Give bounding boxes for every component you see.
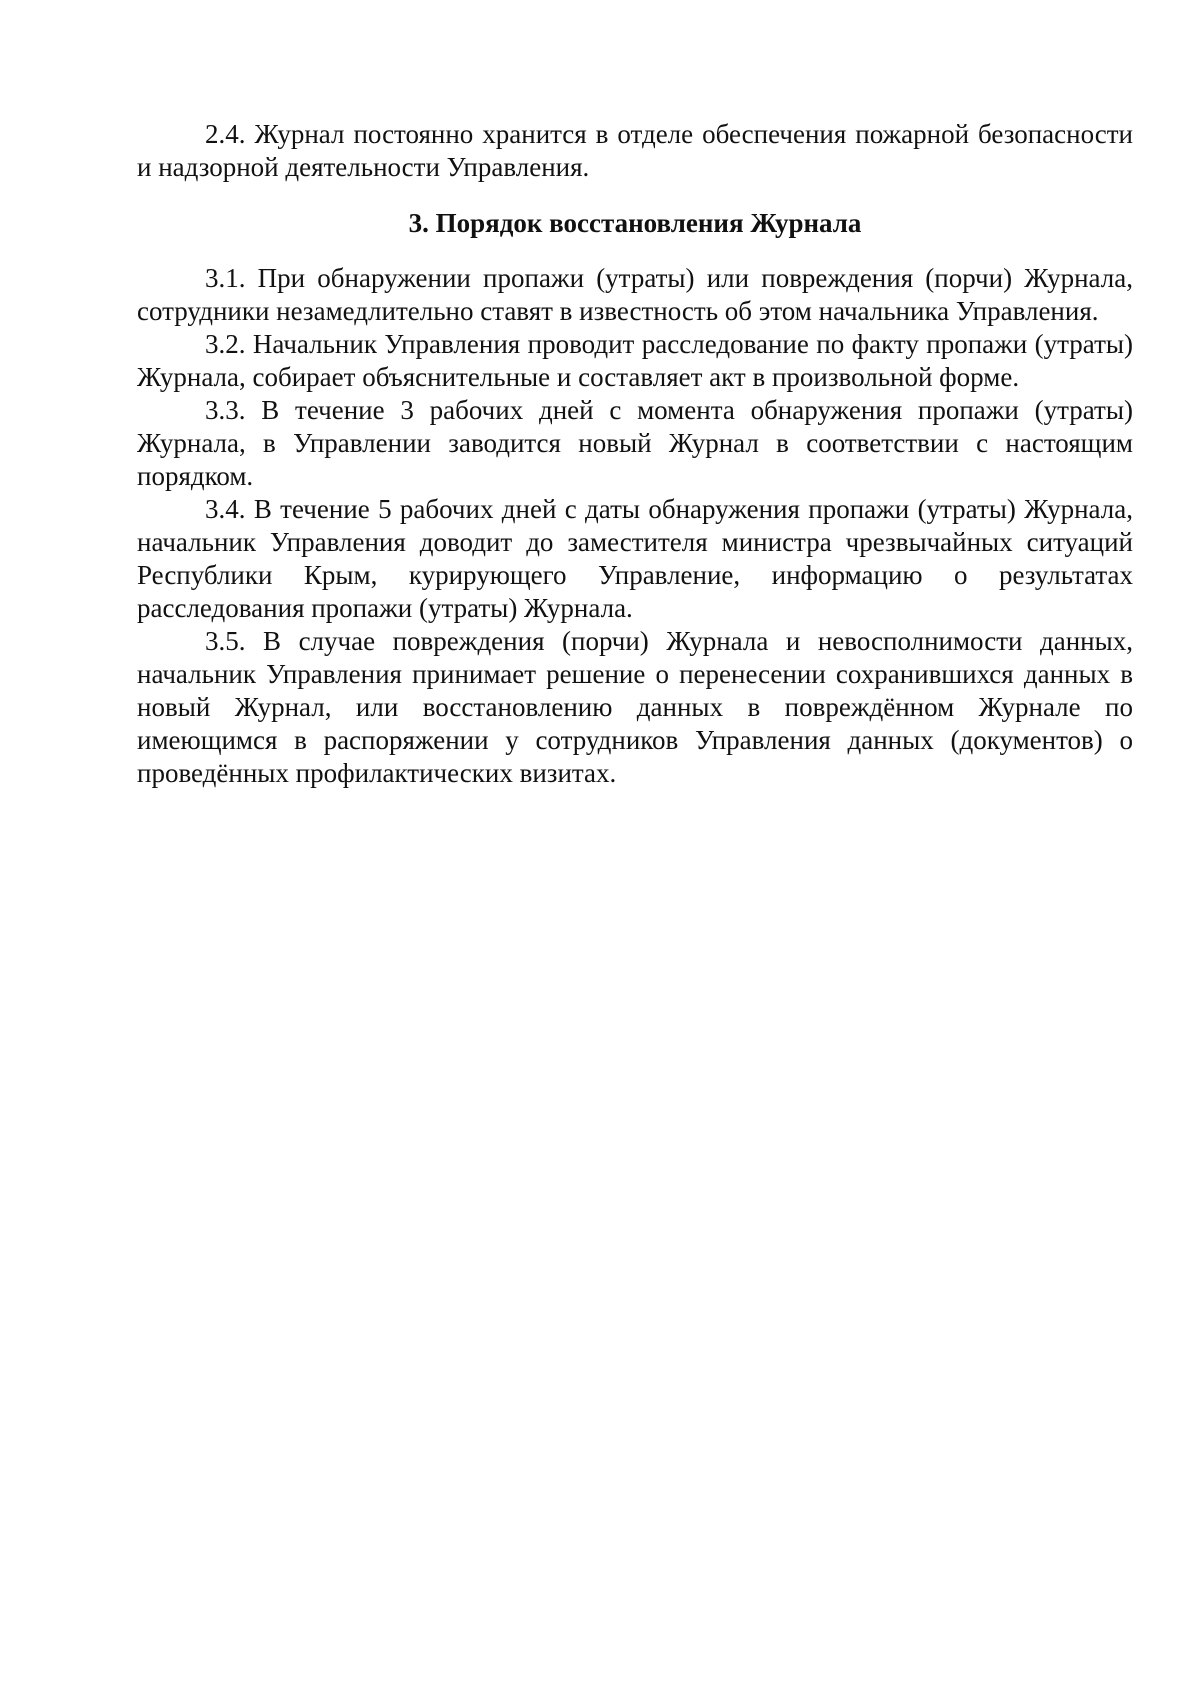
paragraph-3-4: 3.4. В течение 5 рабочих дней с даты обнаружения пропажи (утраты) Журнала, начальник Управления доводит до заместителя министра чрезвычайных ситуаций Республики Крым, курирующего Управление, информацию о результатах расследования пропажи (утраты) Журнала. xyxy=(137,494,1133,623)
paragraph-3-5: 3.5. В случае повреждения (порчи) Журнала и невосполнимости данных, начальник Управления принимает решение о перенесении сохранившихся данных в новый Журнал, или восстановлению данных в повреждённом Журнале по имеющимся в распоряжении у сотрудников Управления данных (документов) о проведённых профилактических визитах. xyxy=(137,626,1133,788)
paragraph-2-4: 2.4. Журнал постоянно хранится в отделе обеспечения пожарной безопасности и надзорной деятельности Управления. xyxy=(137,119,1133,182)
section-heading: 3. Порядок восстановления Журнала xyxy=(408,208,862,238)
document-body xyxy=(137,118,1133,790)
paragraph-3-3: 3.3. В течение 3 рабочих дней с момента обнаружения пропажи (утраты) Журнала, в Управлении заводится новый Журнал в соответствии с настоящим порядком. xyxy=(137,395,1133,491)
paragraph-3-1: 3.1. При обнаружении пропажи (утраты) или повреждения (порчи) Журнала, сотрудники незамедлительно ставят в известность об этом начальника Управления. xyxy=(137,263,1133,326)
paragraph-3-2: 3.2. Начальник Управления проводит расследование по факту пропажи (утраты) Журнала, собирает объяснительные и составляет акт в произвольной форме. xyxy=(137,329,1133,392)
